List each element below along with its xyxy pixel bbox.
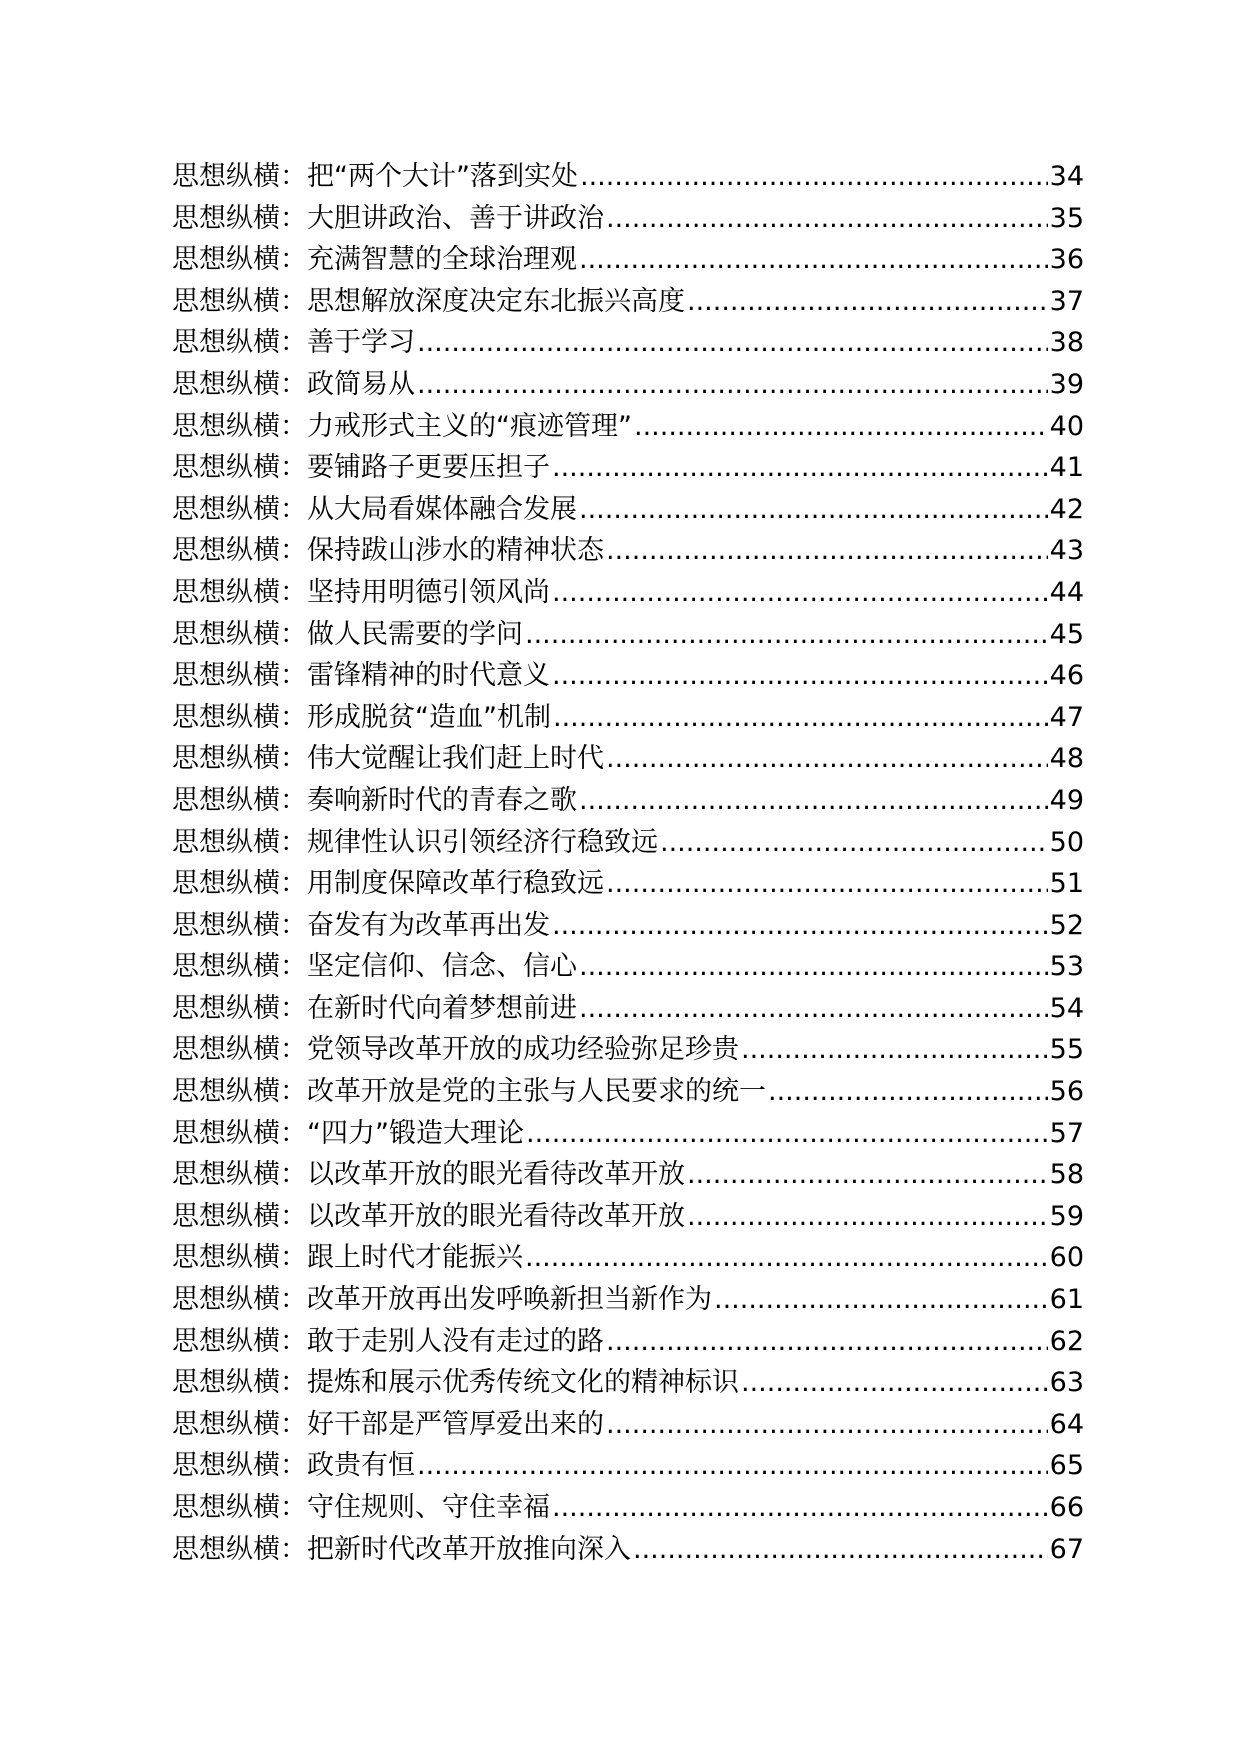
toc-entry-page-number: 58 <box>1049 1159 1084 1191</box>
toc-entry-page-number: 61 <box>1049 1284 1084 1316</box>
toc-entry-page-number: 48 <box>1049 743 1084 775</box>
toc-entry-title: 思想纵横：用制度保障改革行稳致远 <box>172 868 604 900</box>
toc-entry-page-number: 67 <box>1049 1533 1084 1565</box>
toc-entry[interactable] <box>172 281 1084 323</box>
table-of-contents <box>172 156 1084 1570</box>
toc-entry-title: 思想纵横：善于学习 <box>172 327 415 359</box>
toc-entry-title: 思想纵横：把新时代改革开放推向深入 <box>172 1533 631 1565</box>
toc-entry-page-number: 64 <box>1049 1408 1084 1440</box>
dot-leader <box>579 780 1048 822</box>
dot-leader <box>606 1404 1048 1446</box>
toc-entry-page-number: 60 <box>1049 1242 1084 1274</box>
dot-leader <box>579 946 1048 988</box>
toc-entry[interactable] <box>172 322 1084 364</box>
toc-entry-page-number: 37 <box>1049 285 1084 317</box>
toc-entry-title: 思想纵横：充满智慧的全球治理观 <box>172 244 577 276</box>
toc-entry-page-number: 35 <box>1049 202 1084 234</box>
toc-entry-title: 思想纵横：从大局看媒体融合发展 <box>172 493 577 525</box>
toc-entry[interactable] <box>172 1113 1084 1155</box>
toc-entry-page-number: 55 <box>1049 1034 1084 1066</box>
dot-leader <box>526 1113 1048 1155</box>
toc-entry-page-number: 52 <box>1049 909 1084 941</box>
toc-entry-page-number: 40 <box>1049 410 1084 442</box>
dot-leader <box>606 738 1048 780</box>
dot-leader <box>606 1321 1048 1363</box>
toc-entry-title: 思想纵横：把“两个大计”落到实处 <box>172 161 578 192</box>
toc-entry-page-number: 49 <box>1049 784 1084 816</box>
toc-entry[interactable] <box>172 988 1084 1030</box>
toc-entry[interactable] <box>172 1071 1084 1113</box>
dot-leader <box>768 1071 1048 1113</box>
toc-entry[interactable] <box>172 156 1084 198</box>
toc-entry-title: 思想纵横：大胆讲政治、善于讲政治 <box>172 202 604 234</box>
toc-entry[interactable] <box>172 1279 1084 1321</box>
toc-entry[interactable] <box>172 489 1084 531</box>
toc-entry-title: 思想纵横：党领导改革开放的成功经验弥足珍贵 <box>172 1034 739 1066</box>
toc-entry-title: 思想纵横：思想解放深度决定东北振兴高度 <box>172 285 685 317</box>
toc-entry-title: 思想纵横：形成脱贫“造血”机制 <box>172 701 551 733</box>
dot-leader <box>606 863 1048 905</box>
toc-entry[interactable] <box>172 364 1084 406</box>
toc-entry-title: 思想纵横：奏响新时代的青春之歌 <box>172 784 577 816</box>
toc-entry-title: 思想纵横：敢于走别人没有走过的路 <box>172 1325 604 1357</box>
dot-leader <box>579 988 1048 1030</box>
toc-entry[interactable] <box>172 1445 1084 1487</box>
dot-leader <box>553 697 1048 739</box>
toc-entry-page-number: 56 <box>1049 1076 1084 1108</box>
toc-entry-title: 思想纵横：力戒形式主义的“痕迹管理” <box>172 410 632 442</box>
toc-entry[interactable] <box>172 1237 1084 1279</box>
toc-entry-title: 思想纵横：保持跋山涉水的精神状态 <box>172 535 604 567</box>
toc-entry-page-number: 34 <box>1049 161 1084 192</box>
dot-leader <box>660 822 1048 864</box>
dot-leader <box>552 1487 1048 1529</box>
toc-entry-title: 思想纵横：在新时代向着梦想前进 <box>172 992 577 1024</box>
toc-entry-page-number: 63 <box>1049 1367 1084 1399</box>
toc-entry-title: 思想纵横：好干部是严管厚爱出来的 <box>172 1408 604 1440</box>
toc-entry[interactable] <box>172 572 1084 614</box>
toc-entry[interactable] <box>172 530 1084 572</box>
toc-entry[interactable] <box>172 198 1084 240</box>
toc-entry[interactable] <box>172 738 1084 780</box>
dot-leader <box>552 655 1048 697</box>
toc-entry[interactable] <box>172 697 1084 739</box>
toc-entry[interactable] <box>172 1321 1084 1363</box>
dot-leader <box>741 1029 1048 1071</box>
toc-entry-page-number: 41 <box>1049 452 1084 484</box>
toc-entry-page-number: 66 <box>1049 1492 1084 1523</box>
dot-leader <box>552 447 1048 489</box>
toc-entry-page-number: 38 <box>1049 327 1084 359</box>
dot-leader <box>525 614 1048 656</box>
dot-leader <box>579 239 1048 281</box>
dot-leader <box>580 156 1048 198</box>
toc-entry-page-number: 46 <box>1049 660 1084 692</box>
toc-entry-title: 思想纵横：守住规则、守住幸福 <box>172 1492 550 1523</box>
toc-entry-title: 思想纵横：雷锋精神的时代意义 <box>172 660 550 692</box>
toc-entry[interactable] <box>172 1362 1084 1404</box>
toc-entry-title: 思想纵横：伟大觉醒让我们赶上时代 <box>172 743 604 775</box>
toc-entry-page-number: 45 <box>1049 618 1084 650</box>
dot-leader <box>606 530 1048 572</box>
toc-entry[interactable] <box>172 1404 1084 1446</box>
toc-entry[interactable] <box>172 614 1084 656</box>
toc-entry-title: 思想纵横：跟上时代才能振兴 <box>172 1242 523 1274</box>
dot-leader <box>687 281 1048 323</box>
toc-entry-title: 思想纵横：改革开放是党的主张与人民要求的统一 <box>172 1076 766 1108</box>
toc-entry-title: 思想纵横：政贵有恒 <box>172 1450 415 1482</box>
dot-leader <box>634 406 1048 448</box>
toc-entry-page-number: 36 <box>1049 244 1084 276</box>
toc-entry[interactable] <box>172 822 1084 864</box>
toc-entry-title: 思想纵横：做人民需要的学问 <box>172 618 523 650</box>
toc-entry-title: 思想纵横：规律性认识引领经济行稳致远 <box>172 826 658 858</box>
dot-leader <box>714 1279 1048 1321</box>
toc-entry-page-number: 43 <box>1049 535 1084 567</box>
toc-entry-page-number: 50 <box>1049 826 1084 858</box>
toc-entry-page-number: 39 <box>1049 368 1084 400</box>
toc-entry[interactable] <box>172 406 1084 448</box>
toc-entry[interactable] <box>172 447 1084 489</box>
toc-entry[interactable] <box>172 655 1084 697</box>
toc-entry-page-number: 53 <box>1049 951 1084 983</box>
dot-leader <box>552 905 1048 947</box>
dot-leader <box>552 572 1048 614</box>
toc-entry[interactable] <box>172 1154 1084 1196</box>
toc-entry-title: 思想纵横：政简易从 <box>172 368 415 400</box>
toc-entry-page-number: 47 <box>1049 701 1084 733</box>
toc-entry[interactable] <box>172 946 1084 988</box>
toc-entry-page-number: 59 <box>1049 1200 1084 1232</box>
toc-entry-page-number: 54 <box>1049 992 1084 1024</box>
toc-entry-title: 思想纵横：以改革开放的眼光看待改革开放 <box>172 1200 685 1232</box>
toc-entry-title: 思想纵横：提炼和展示优秀传统文化的精神标识 <box>172 1367 739 1399</box>
toc-entry-title: 思想纵横：坚持用明德引领风尚 <box>172 576 550 608</box>
toc-entry[interactable] <box>172 863 1084 905</box>
dot-leader <box>633 1529 1048 1571</box>
toc-entry-title: 思想纵横：改革开放再出发呼唤新担当新作为 <box>172 1284 712 1316</box>
dot-leader <box>687 1154 1048 1196</box>
toc-entry[interactable] <box>172 1196 1084 1238</box>
dot-leader <box>687 1196 1048 1238</box>
toc-entry[interactable] <box>172 1029 1084 1071</box>
toc-entry-page-number: 65 <box>1049 1450 1084 1482</box>
toc-entry-page-number: 42 <box>1049 493 1084 525</box>
toc-entry[interactable] <box>172 239 1084 281</box>
toc-entry-page-number: 51 <box>1049 868 1084 900</box>
dot-leader <box>417 322 1048 364</box>
toc-entry-page-number: 62 <box>1049 1325 1084 1357</box>
dot-leader <box>606 198 1048 240</box>
toc-entry-title: 思想纵横：要铺路子更要压担子 <box>172 452 550 484</box>
toc-entry-title: 思想纵横：以改革开放的眼光看待改革开放 <box>172 1159 685 1191</box>
dot-leader <box>579 489 1048 531</box>
toc-entry-title: 思想纵横：“四力”锻造大理论 <box>172 1117 524 1149</box>
dot-leader <box>741 1362 1048 1404</box>
toc-entry[interactable] <box>172 1529 1084 1571</box>
toc-entry-title: 思想纵横：奋发有为改革再出发 <box>172 909 550 941</box>
dot-leader <box>525 1237 1048 1279</box>
toc-entry-page-number: 44 <box>1049 576 1084 608</box>
dot-leader <box>417 1445 1048 1487</box>
toc-entry[interactable] <box>172 1487 1084 1529</box>
dot-leader <box>417 364 1048 406</box>
toc-entry[interactable] <box>172 905 1084 947</box>
toc-entry[interactable] <box>172 780 1084 822</box>
toc-entry-title: 思想纵横：坚定信仰、信念、信心 <box>172 951 577 983</box>
toc-entry-page-number: 57 <box>1049 1117 1084 1149</box>
